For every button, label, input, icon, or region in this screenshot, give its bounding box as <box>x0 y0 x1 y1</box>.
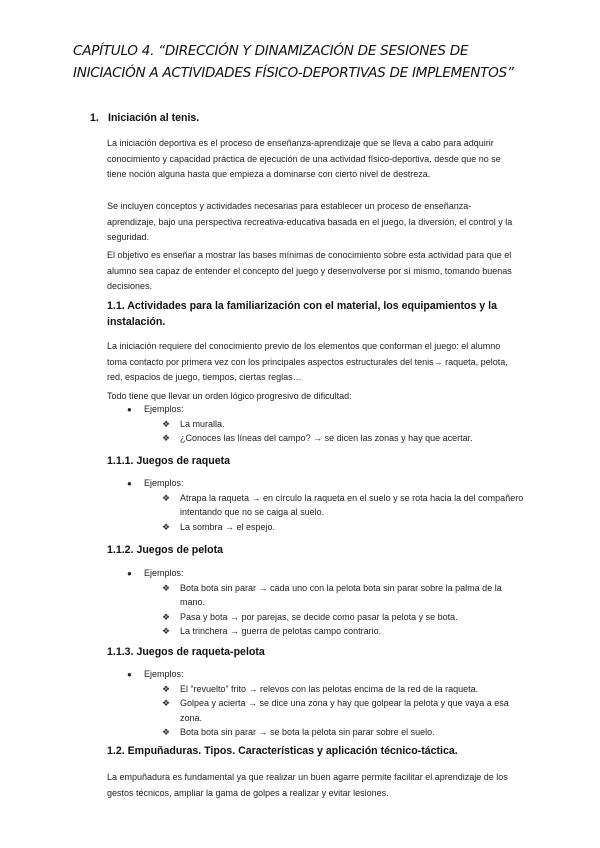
diamond-bullet-icon: ❖ <box>162 684 171 694</box>
diamond-bullet-icon: ❖ <box>162 433 171 444</box>
bullet-icon: ● <box>127 670 132 679</box>
sublist-item-text: La trinchera → guerra de pelotas campo contrario. <box>180 626 382 637</box>
diamond-bullet-icon: ❖ <box>162 521 171 532</box>
sublist-item-text: Golpea y acierta → se dice una zona y hay que golpear la pelota y que vaya a esa zona. <box>180 698 509 723</box>
sublist-item <box>144 624 527 638</box>
paragraph-orden-logico: Todo tiene que llevar un orden lógico progresivo de dificultad: <box>107 391 352 401</box>
sublist-item <box>144 417 527 431</box>
bullet-icon: ● <box>127 479 132 488</box>
diamond-bullet-icon: ❖ <box>162 727 171 738</box>
sublist-item <box>144 610 527 624</box>
list-1-1 <box>107 402 527 446</box>
paragraph-objetivo: El objetivo es enseñar a mostrar las bases mínimas de conocimiento sobre esta actividad para que el alumno sea capaz de entender el concepto del juego y desenvolverse por sí mismo, tomando buenas decisiones. <box>107 250 512 292</box>
paragraph-iniciacion-definicion: La iniciación deportiva es el proceso de enseñanza-aprendizaje que se lleva a cabo para adquirir conocimiento y capacidad práctica de ejecución de una actividad físico-deportiva, desde que no se tiene noción alguna hasta que empieza a dominarse con cierto nivel de destreza. <box>107 138 501 180</box>
sublist-item <box>144 696 527 725</box>
sublist-item-text: Bota bota sin parar → se bota la pelota sin parar sobre el suelo. <box>180 727 435 738</box>
sublist-item-text: La sombra → el espejo. <box>180 521 276 532</box>
sublist-item-text: Bota bota sin parar → cada uno con la pelota bota sin parar sobre la palma de la mano. <box>180 583 502 608</box>
list-item-label: Ejemplos: <box>144 404 184 414</box>
list-item <box>107 402 527 446</box>
diamond-bullet-icon: ❖ <box>162 626 171 637</box>
sublist-item-text: Pasa y bota → por parejas, se decide como pasar la pelota y se bota. <box>180 611 458 622</box>
sublist <box>144 417 527 446</box>
list-item-label: Ejemplos: <box>144 568 184 578</box>
sublist-item-text: ¿Conoces las líneas del campo? → se dicen las zonas y hay que acertar. <box>180 433 473 444</box>
section-1-1-2-heading: 1.1.2. Juegos de pelota <box>107 544 223 556</box>
sublist-item <box>144 431 527 445</box>
paragraph-iniciacion-requiere: La iniciación requiere del conocimiento previo de los elementos que conforman el juego: el alumno toma contacto por primera vez con los principales aspectos estructurales del tenis→ raqueta, pelota, red, espacios de juego, tiempos, ciertas reglas… <box>107 341 508 383</box>
bullet-icon: ● <box>127 569 132 578</box>
sublist-item <box>144 581 527 610</box>
list-item <box>107 566 527 639</box>
sublist-item <box>144 725 527 739</box>
sublist-item-text: Atrapa la raqueta → en círculo la raqueta en el suelo y se rota hacia la del compañero intentando que no se caiga al suelo. <box>180 493 524 518</box>
sublist-item-text: El “revuelto” frito → relevos con las pelotas encima de la red de la raqueta. <box>180 684 479 694</box>
list-item <box>107 667 527 740</box>
section-1-heading <box>90 112 199 124</box>
paragraph-conceptos: Se incluyen conceptos y actividades necesarias para establecer un proceso de enseñanza-aprendizaje, bajo una perspectiva recreativa-educativa basada en el juego, la diversión, el control y la seguridad. <box>107 201 513 243</box>
sublist-item <box>144 520 527 534</box>
list-1-1-2 <box>107 566 527 639</box>
list-item-label: Ejemplos: <box>144 669 184 679</box>
sublist-item <box>144 491 527 520</box>
diamond-bullet-icon: ❖ <box>162 583 171 593</box>
sublist <box>144 581 527 639</box>
bullet-icon: ● <box>127 405 132 414</box>
diamond-bullet-icon: ❖ <box>162 419 171 429</box>
diamond-bullet-icon: ❖ <box>162 493 171 503</box>
sublist-item-text: La muralla. <box>180 419 225 429</box>
list-item-label: Ejemplos: <box>144 478 184 488</box>
section-1-1-3-heading: 1.1.3. Juegos de raqueta-pelota <box>107 646 265 658</box>
diamond-bullet-icon: ❖ <box>162 611 171 622</box>
list-1-1-3 <box>107 667 527 740</box>
section-1-1-1-heading: 1.1.1. Juegos de raqueta <box>107 455 231 467</box>
list-1-1-1 <box>107 476 527 534</box>
section-1-1-heading: 1.1. Actividades para la familiarización con el material, los equipamientos y la instalación. <box>107 300 497 328</box>
chapter-title: CAPÍTULO 4. “DIRECCIÓN Y DINAMIZACIÓN DE SESIONES DE INICIACIÓN A ACTIVIDADES FÍSICO-DEPORTIVAS DE IMPLEMENTOS” <box>73 43 514 81</box>
section-1-2-heading: 1.2. Empuñaduras. Tipos. Características y aplicación técnico-táctica. <box>107 745 458 757</box>
section-1-title: Iniciación al tenis. <box>108 112 200 124</box>
sublist <box>144 491 527 534</box>
paragraph-empunadura: La empuñadura es fundamental ya que realizar un buen agarre permite facilitar el aprendizaje de los gestos técnicos, ampliar la gama de golpes a realizar y evitar lesiones. <box>107 772 508 798</box>
list-item <box>107 476 527 534</box>
section-1-number: 1. <box>90 112 99 124</box>
sublist-item <box>144 682 527 696</box>
sublist <box>144 682 527 740</box>
diamond-bullet-icon: ❖ <box>162 698 171 709</box>
